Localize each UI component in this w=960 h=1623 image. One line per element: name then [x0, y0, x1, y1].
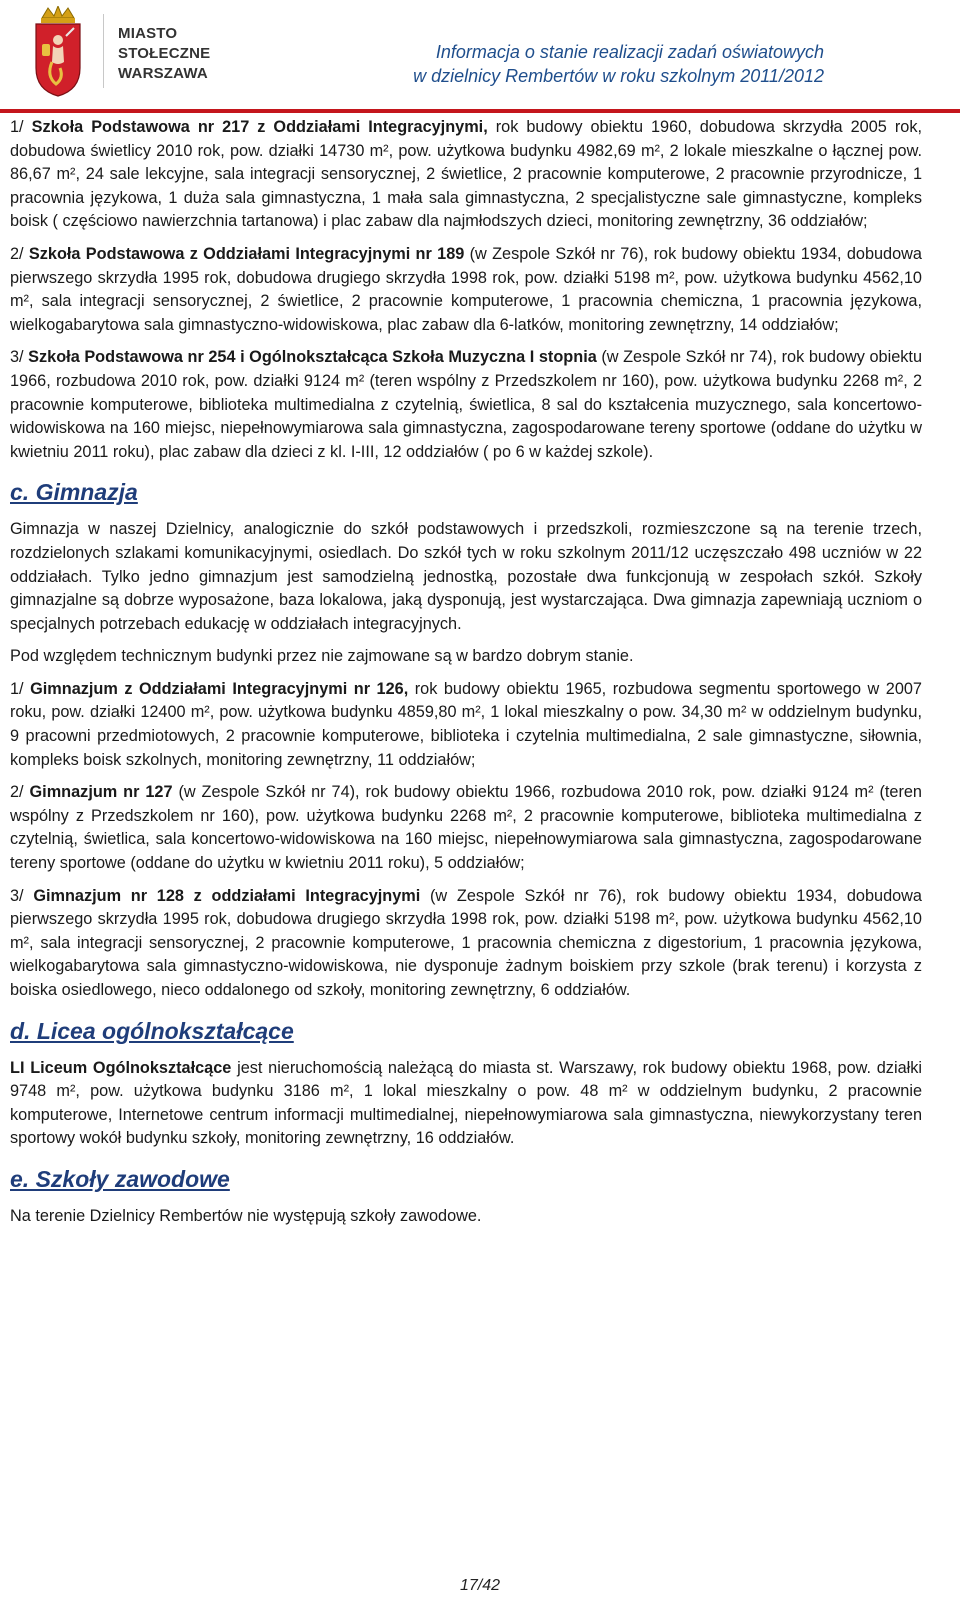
section-note: Pod względem technicznym budynki przez nie zajmowane są w bardzo dobrym stanie.: [10, 647, 634, 666]
school-entry: [10, 781, 922, 875]
school-details: rok budowy obiektu 1965, rozbudowa segmentu sportowego w 2007 roku, pow. działki 12400 m², pow. użytkowa budynku 4859,80 m², 1 lokal mieszkalny o pow. 34,30 m² w oddzielnym budynku, 9 pracowni przedmiotowych, 2 pracownie komputerowe, biblioteka i czytelnia multimedialna, 2 sale gimnastyczne, siłownia, kompleks boisk szkolnych, monitoring zewnętrzny, 11 oddziałów;: [10, 679, 922, 769]
school-details: rok budowy obiektu 1960, dobudowa skrzydła 2005 rok, dobudowa świetlicy 2010 rok, pow. działki 14730 m², pow. użytkowa budynku 4982,69 m², 2 lokale mieszkalne o łącznej pow. 86,67 m², 24 sale lekcyjne, sala integracji sensorycznej, 2 świetlice, 2 pracownie komputerowe, 2 pracownie przyrodnicze, 1 pracownia językowa, 1 duża sala gimnastyczna, 1 mała sala gimnastyczna, 2 specjalistyczne sale gimnastyczne, kompleks boisk ( częściowo nawierzchnia tartanowa) i plac zabaw dla najmłodszych dzieci, monitoring zewnętrzny, 36 oddziałów;: [10, 118, 922, 231]
city-line: WARSZAWA: [118, 65, 208, 82]
entry-number: 2/: [10, 783, 24, 802]
school-entry: [10, 1057, 922, 1151]
header-rule: [0, 109, 960, 113]
school-name: Szkoła Podstawowa z Oddziałami Integracyjnymi nr 189: [28, 244, 465, 263]
school-details: (w Zespole Szkół nr 76), rok budowy obiektu 1934, dobudowa pierwszego skrzydła 1995 rok, dobudowa drugiego skrzydła 1998 rok, pow. działki 5198 m², pow. użytkowa budynku 4562,10 m², sala integracji sensorycznej, 2 pracownie komputerowe, 1 pracownia chemiczna z digestorium, 1 pracownia językowa, wielkogabarytowa sala gimnastyczno-widowiskowa, nie dysponuje żadnym boiskiem przy szkole (brak terenu) i korzysta z boiska osiedlowego, nieco oddalonego od szkoły, monitoring zewnętrzny, 6 oddziałów.: [10, 886, 922, 999]
school-entry: [10, 243, 922, 337]
section-heading-zawodowe: e. Szkoły zawodowe: [10, 1165, 230, 1192]
school-name: Szkoła Podstawowa nr 217 z Oddziałami Integracyjnymi,: [31, 118, 488, 136]
warsaw-coat-of-arms-icon: [28, 6, 88, 98]
section-heading-gimnazja: c. Gimnazja: [10, 479, 138, 506]
entry-number: 1/: [10, 679, 24, 698]
header-divider: [103, 14, 104, 88]
page-header: [0, 0, 960, 115]
section-heading-licea: d. Licea ogólnokształcące: [10, 1017, 294, 1044]
document-body: [10, 116, 922, 1238]
entry-number: 3/: [10, 886, 24, 905]
school-name: Gimnazjum nr 127: [29, 783, 173, 802]
school-entry: [10, 116, 922, 234]
city-line: STOŁECZNE: [118, 45, 211, 62]
school-details: (w Zespole Szkół nr 74), rok budowy obiektu 1966, rozbudowa 2010 rok, pow. działki 9124 m² (teren wspólny z Przedszkolem nr 160), pow. użytkowa budynku 2268 m², 2 pracownie komputerowe, biblioteka multimedialna z czytelnią, świetlica, sala koncertowo-widowiskowa na 160 miejsc, niepełnowymiarowa sala gimnastyczna, zagospodarowane tereny sportowe (oddane do użytku w kwietniu 2011 roku), 5 oddziałów;: [10, 783, 922, 873]
section-intro: Gimnazja w naszej Dzielnicy, analogicznie do szkół podstawowych i przedszkoli, rozmieszczone są na terenie trzech, rozdzielonych szlakami komunikacyjnymi, osiedlach. Do szkół tych w roku szkolnym 2011/12 uczęszczało 498 uczniów w 22 oddziałach. Tylko jedno gimnazjum jest samodzielną jednostką, pozostałe dwa funkcjonują w zespołach szkół. Szkoły gimnazjalne są dobrze wyposażone, baza lokalowa, jaką dysponują, jest wystarczająca. Dwa gimnazja zapewniają uczniom o specjalnych potrzebach edukację w oddziałach integracyjnych.: [10, 520, 922, 633]
page-number: 17/42: [459, 1577, 501, 1594]
school-name: Gimnazjum nr 128 z oddziałami Integracyjnymi: [33, 886, 421, 905]
city-line: MIASTO: [118, 25, 178, 42]
school-details: jest nieruchomością należącą do miasta st. Warszawy, rok budowy obiektu 1968, pow. działki 9748 m², pow. użytkowa budynku 3186 m², 1 lokal mieszkalny o pow. 48 m² w oddzielnym budynku, 2 pracownie komputerowe, Internetowe centrum informacji multimedialnej, niepełnowymiarowa sala gimnastyczna, niewykorzystany teren sportowy wokół budynku szkoły, monitoring zewnętrzny, 16 oddziałów.: [10, 1058, 922, 1148]
entry-number: 1/: [10, 118, 24, 136]
school-name: LI Liceum Ogólnokształcące: [10, 1058, 232, 1077]
school-name: Szkoła Podstawowa nr 254 i Ogólnokształcąca Szkoła Muzyczna I stopnia: [28, 348, 597, 367]
school-entry: [10, 678, 922, 772]
section-text: Na terenie Dzielnicy Rembertów nie występują szkoły zawodowe.: [10, 1206, 482, 1225]
entry-number: 3/: [10, 348, 24, 367]
entry-number: 2/: [10, 244, 24, 263]
document-title-line: Informacja o stanie realizacji zadań oświatowych: [435, 42, 824, 62]
school-entry: [10, 346, 922, 464]
school-entry: [10, 885, 922, 1003]
document-title-line: w dzielnicy Rembertów w roku szkolnym 2011/2012: [413, 66, 824, 86]
school-name: Gimnazjum z Oddziałami Integracyjnymi nr 126,: [30, 679, 409, 698]
school-details: (w Zespole Szkół nr 76), rok budowy obiektu 1934, dobudowa pierwszego skrzydła 1995 rok, dobudowa drugiego skrzydła 1998 rok, pow. działki 5198 m², pow. użytkowa budynku 4562,10 m², sala integracji sensorycznej, 2 świetlice, 2 pracownie komputerowe, 1 pracownia chemiczna, 1 pracownia językowa, wielkogabarytowa sala gimnastyczno-widowiskowa, plac zabaw dla 6-latków, monitoring zewnętrzny, 14 oddziałów;: [10, 244, 922, 334]
school-details: (w Zespole Szkół nr 74), rok budowy obiektu 1966, rozbudowa 2010 rok, pow. działki 9124 m² (teren wspólny z Przedszkolem nr 160), pow. użytkowa budynku 2268 m², 2 pracownie komputerowe, biblioteka multimedialna z czytelnią, świetlica, 8 sal do kształcenia muzycznego, sala koncertowo-widowiskowa na 160 miejsc, niepełnowymiarowa sala gimnastyczna, zagospodarowane tereny sportowe (oddane do użytku w kwietniu 2011 roku), plac zabaw dla dzieci z kl. I-III, 12 oddziałów ( po 6 w każdej szkole).: [10, 348, 923, 461]
city-name: [118, 24, 210, 84]
document-title: [413, 40, 824, 88]
